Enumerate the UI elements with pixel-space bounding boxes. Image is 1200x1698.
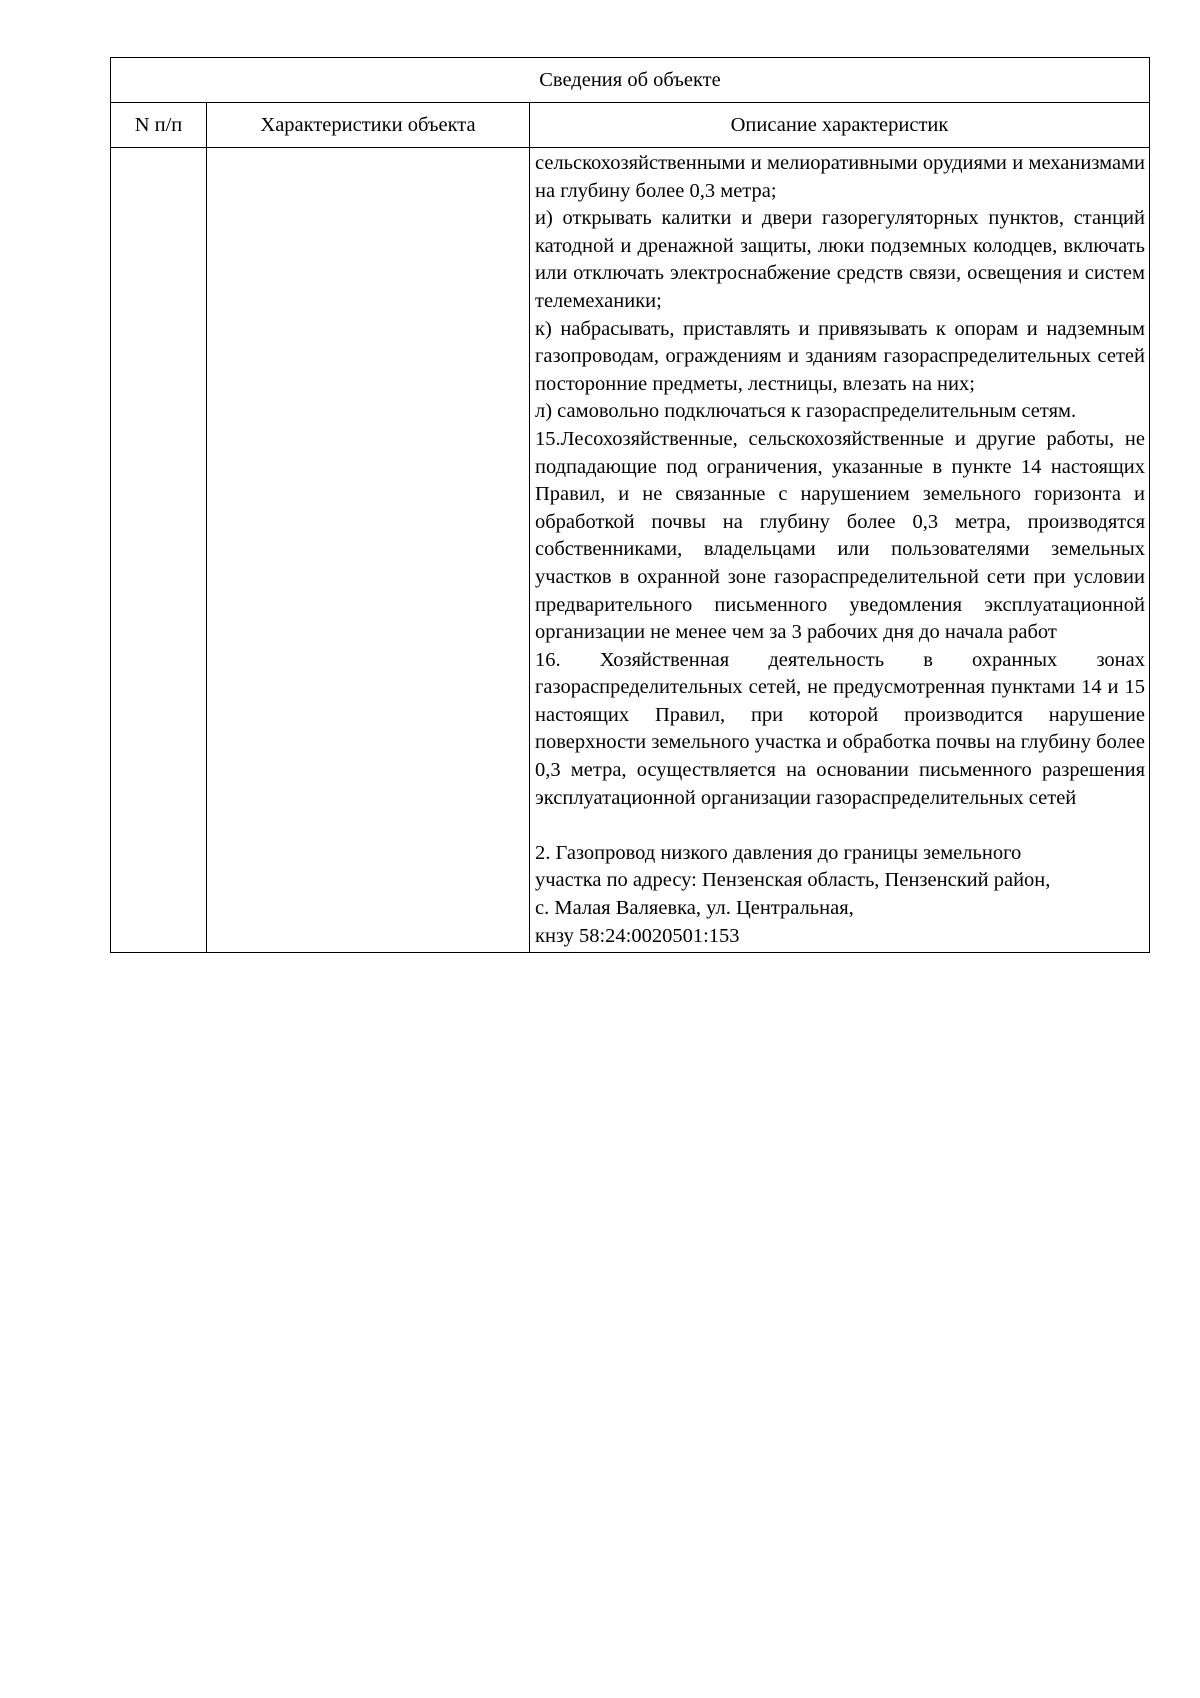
row-characteristics-cell	[207, 148, 530, 953]
object-cadastral-number: кнзу 58:24:0020501:153	[535, 924, 740, 947]
paragraph-gap	[535, 812, 1145, 840]
table-header-row	[111, 103, 1150, 148]
row-description-cell	[530, 148, 1150, 953]
table-title: Сведения об объекте	[111, 58, 1150, 103]
object-info-table	[110, 57, 1150, 953]
description-paragraph: и) открывать калитки и двери газорегуляторных пунктов, станций катодной и дренажной защиты, люки подземных колодцев, включать или отключать электроснабжение средств связи, освещения и систем телемеханики;	[535, 207, 1145, 312]
header-characteristics: Характеристики объекта	[207, 103, 530, 148]
row-num-cell	[111, 148, 207, 953]
header-description: Описание характеристик	[530, 103, 1150, 148]
description-paragraph: к) набрасывать, приставлять и привязывать к опорам и надземным газопроводам, ограждениям и зданиям газораспределительных сетей посторонние предметы, лестницы, влезать на них;	[535, 317, 1145, 395]
table-title-row	[111, 58, 1150, 103]
header-num: N п/п	[111, 103, 207, 148]
description-paragraph: 16. Хозяйственная деятельность в охранных зонах газораспределительных сетей, не предусмотренная пунктами 14 и 15 настоящих Правил, при которой производится нарушение поверхности земельного участка и обработка почвы на глубину более 0,3 метра, осуществляется на основании письменного разрешения эксплуатационной организации газораспределительных сетей	[535, 648, 1145, 809]
object-line: 2. Газопровод низкого давления до границы земельного	[535, 841, 1022, 864]
object-line: участка по адресу: Пензенская область, Пензенский район,	[535, 869, 1051, 892]
description-paragraph: сельскохозяйственными и мелиоративными орудиями и механизмами на глубину более 0,3 метра;	[535, 152, 1145, 202]
description-paragraph: 15.Лесохозяйственные, сельскохозяйственные и другие работы, не подпадающие под ограничения, указанные в пункте 14 настоящих Правил, и не связанные с нарушением земельного горизонта и обработкой почвы на глубину более 0,3 метра, производятся собственниками, владельцами или пользователями земельных участков в охранной зоне газораспределительной сети при условии предварительного письменного уведомления эксплуатационной организации не менее чем за 3 рабочих дня до начала работ	[535, 427, 1145, 644]
description-text	[530, 148, 1149, 952]
description-paragraph: л) самовольно подключаться к газораспределительным сетям.	[535, 400, 1077, 423]
object-line: с. Малая Валяевка, ул. Центральная,	[535, 897, 854, 920]
table-row	[111, 148, 1150, 953]
